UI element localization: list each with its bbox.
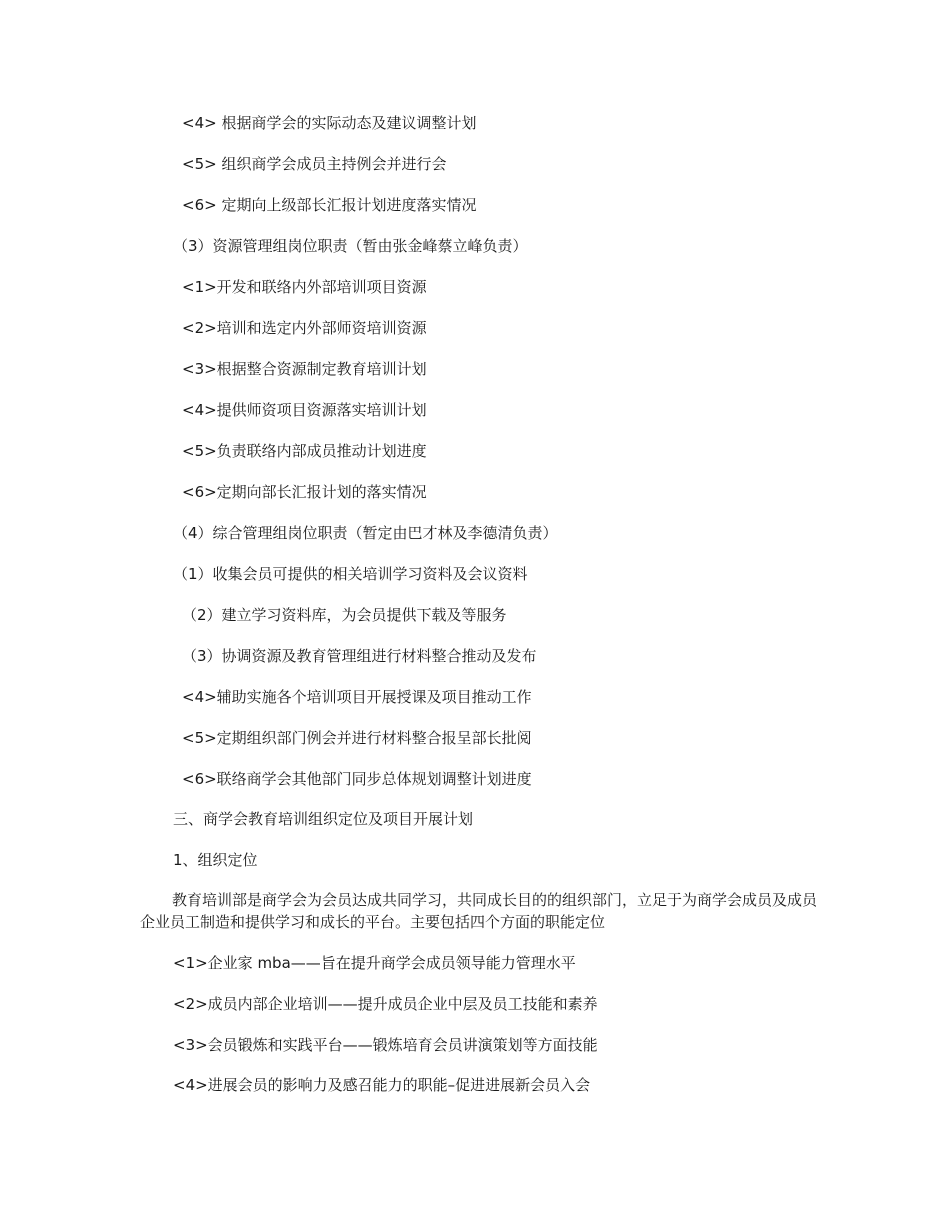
list-item: <2>成员内部企业培训——提升成员企业中层及员工技能和素养 [173,995,598,1013]
body-paragraph: 教育培训部是商学会为会员达成共同学习，共同成长目的的组织部门，立足于为商学会成员及成员企业员工制造和提供学习和成长的平台。主要包括四个方面的职能定位 [140,891,818,931]
text-line: <6>定期向部长汇报计划的落实情况 [182,483,427,501]
text-line: <5>定期组织部门例会并进行材料整合报呈部长批阅 [182,729,532,747]
text-line: <4>辅助实施各个培训项目开展授课及项目推动工作 [182,688,532,706]
text-line: <1>开发和联络内外部培训项目资源 [182,278,427,296]
list-item: <3>会员锻炼和实践平台——锻炼培育会员讲演策划等方面技能 [173,1036,598,1054]
text-line: <3>根据整合资源制定教育培训计划 [182,360,427,378]
list-item: <4>进展会员的影响力及感召能力的职能–促进进展新会员入会 [173,1076,591,1094]
text-line: <4> 根据商学会的实际动态及建议调整计划 [182,114,477,132]
list-item: <1>企业家 mba——旨在提升商学会成员领导能力管理水平 [173,954,576,972]
text-line: <5> 组织商学会成员主持例会并进行会 [182,155,447,173]
subsection-heading: 1、组织定位 [173,851,258,869]
text-line: （1）收集会员可提供的相关培训学习资料及会议资料 [173,565,528,583]
text-line: （2）建立学习资料库，为会员提供下载及等服务 [182,606,507,624]
text-line: <6> 定期向上级部长汇报计划进度落实情况 [182,196,477,214]
section-heading: （3）资源管理组岗位职责（暂由张金峰蔡立峰负责） [173,237,528,255]
section-heading: （4）综合管理组岗位职责（暂定由巴才林及李德清负责） [173,524,558,542]
text-line: （3）协调资源及教育管理组进行材料整合推动及发布 [182,647,537,665]
text-line: <5>负责联络内部成员推动计划进度 [182,442,427,460]
chapter-heading: 三、商学会教育培训组织定位及项目开展计划 [173,810,474,828]
text-line: <4>提供师资项目资源落实培训计划 [182,401,427,419]
text-line: <6>联络商学会其他部门同步总体规划调整计划进度 [182,770,532,788]
text-line: <2>培训和选定内外部师资培训资源 [182,319,427,337]
